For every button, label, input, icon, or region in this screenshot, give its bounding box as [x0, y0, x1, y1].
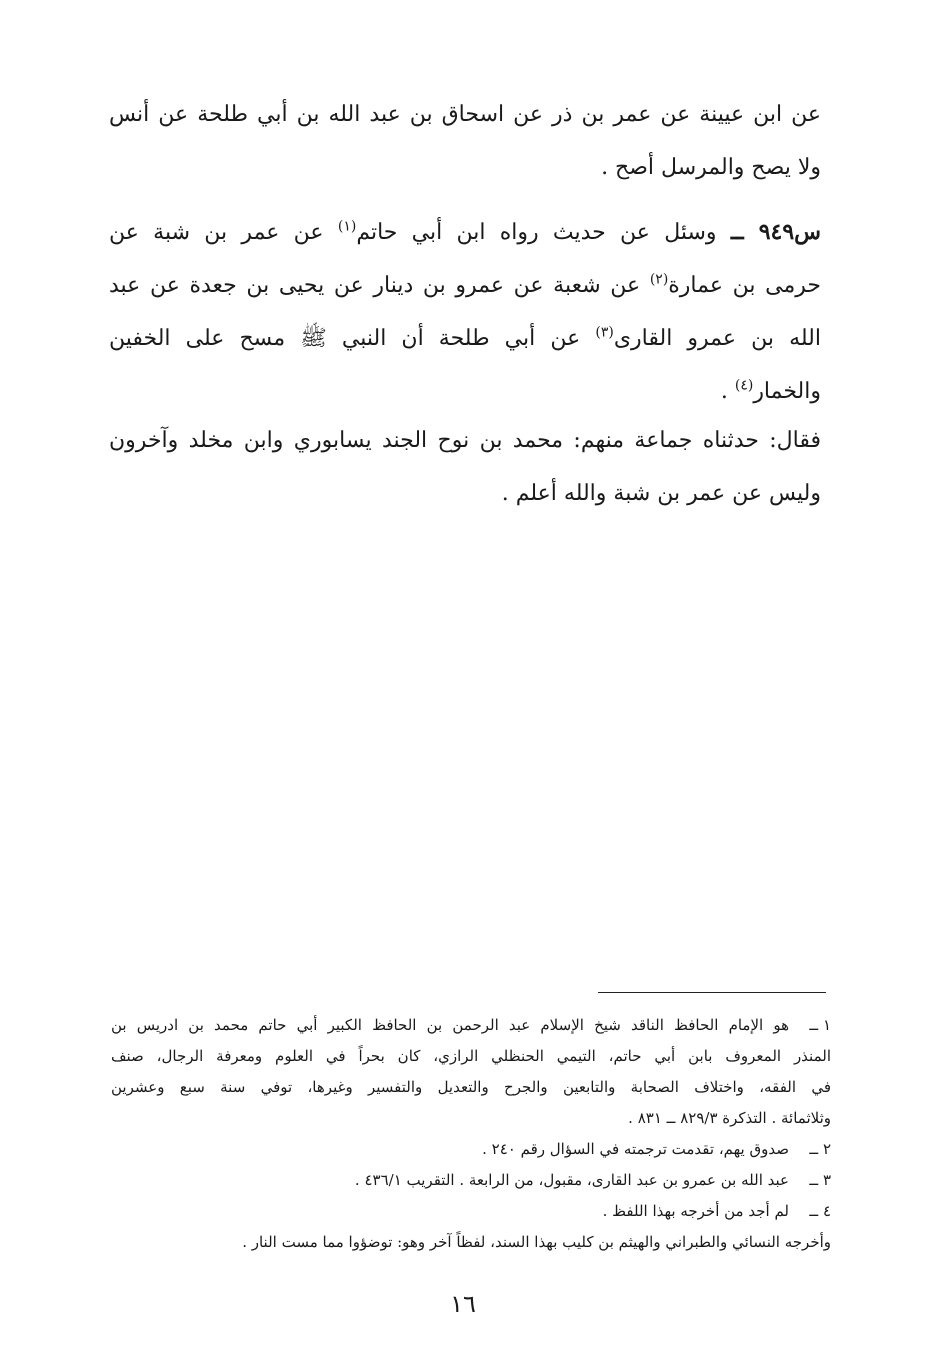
paragraph-3-line-1: فقال: حدثناه جماعة منهم: محمد بن نوح الجند يسابوري وابن مخلد وآخرون — [109, 428, 821, 453]
footnote-2 — [111, 1134, 831, 1165]
paragraph-2-line-3 — [109, 312, 821, 365]
paragraph-1 — [109, 88, 821, 194]
footnote-1-number: ١ ــ — [809, 1016, 831, 1034]
paragraph-3 — [109, 414, 821, 520]
paragraph-2-line-2 — [109, 259, 821, 312]
footnote-4-continuation: وأخرجه النسائي والطبراني والهيثم بن كليب بهذا السند، لفظاً آخر وهو: توضؤوا مما مست النار . — [242, 1233, 831, 1251]
footnote-2-text: صدوق يهم، تقدمت ترجمته في السؤال رقم ٢٤٠ . — [482, 1140, 789, 1158]
footnote-1 — [111, 1010, 831, 1041]
footnote-1-line-2: المنذر المعروف بابن أبي حاتم، التيمي الحنظلي الرازي، كان بحراً في العلوم ومعرفة الرجال، صنف — [111, 1047, 831, 1065]
paragraph-2-line-1-text: وسئل عن حديث رواه ابن أبي حاتم — [356, 220, 717, 245]
footnote-ref-4[interactable]: (٤) — [734, 377, 754, 394]
footnotes — [111, 1010, 831, 1258]
paragraph-2-line-4 — [109, 365, 821, 418]
footnote-4 — [111, 1196, 831, 1227]
paragraph-2-line-2-end: عن شعبة عن عمرو بن دينار عن يحيى بن جعدة عن عبد — [109, 273, 641, 298]
paragraph-2-line-3-end: عن أبي طلحة أن النبي ﷺ مسح على الخفين — [109, 326, 581, 351]
footnote-3 — [111, 1165, 831, 1196]
paragraph-2-line-4-end: . — [720, 379, 728, 404]
footnote-3-text: عبد الله بن عمرو بن عبد القارى، مقبول، من الرابعة . التقريب ٤٣٦/١ . — [354, 1171, 789, 1189]
page-number: ١٦ — [450, 1290, 476, 1318]
footnote-ref-1[interactable]: (١) — [337, 218, 357, 235]
paragraph-2-line-1-end: عن عمر بن شبة عن — [109, 220, 324, 245]
footnote-4-text: لم أجد من أخرجه بهذا اللفظ . — [602, 1202, 789, 1220]
footnote-ref-2[interactable]: (٢) — [649, 271, 669, 288]
footnote-1-line-1: هو الإمام الحافظ الناقد شيخ الإسلام عبد الرحمن بن الحافظ الكبير أبي حاتم محمد بن ادريس بن — [111, 1016, 789, 1034]
footnote-4-number: ٤ ــ — [809, 1202, 831, 1220]
footnote-ref-3[interactable]: (٣) — [595, 324, 614, 341]
footnote-1-line-4: وثلاثمائة . التذكرة ٨٢٩/٣ ــ ٨٣١ . — [628, 1109, 831, 1127]
paragraph-2-line-3-text: الله بن عمرو القارى — [613, 326, 821, 351]
paragraph-1-line-1: عن ابن عيينة عن عمر بن ذر عن اسحاق بن عبد الله بن أبي طلحة عن أنس — [109, 102, 821, 127]
paragraph-1-line-2: ولا يصح والمرسل أصح . — [601, 155, 821, 180]
question-number: س٩٤٩ ــ — [730, 219, 821, 245]
footnote-1-line-3: في الفقه، واختلاف الصحابة والتابعين والجرح والتعديل والتفسير وغيرها، توفي سنة سبع وعشرين — [111, 1078, 831, 1096]
paragraph-2-line-2-text: حرمى بن عمارة — [668, 273, 821, 298]
paragraph-2 — [109, 206, 821, 418]
footnote-3-number: ٣ ــ — [809, 1171, 831, 1189]
footnote-2-number: ٢ ــ — [809, 1140, 831, 1158]
paragraph-3-line-2: وليس عن عمر بن شبة والله أعلم . — [501, 481, 821, 506]
footnote-separator — [598, 992, 826, 993]
paragraph-2-line-1 — [109, 206, 821, 259]
paragraph-2-line-4-text: والخمار — [753, 379, 821, 404]
